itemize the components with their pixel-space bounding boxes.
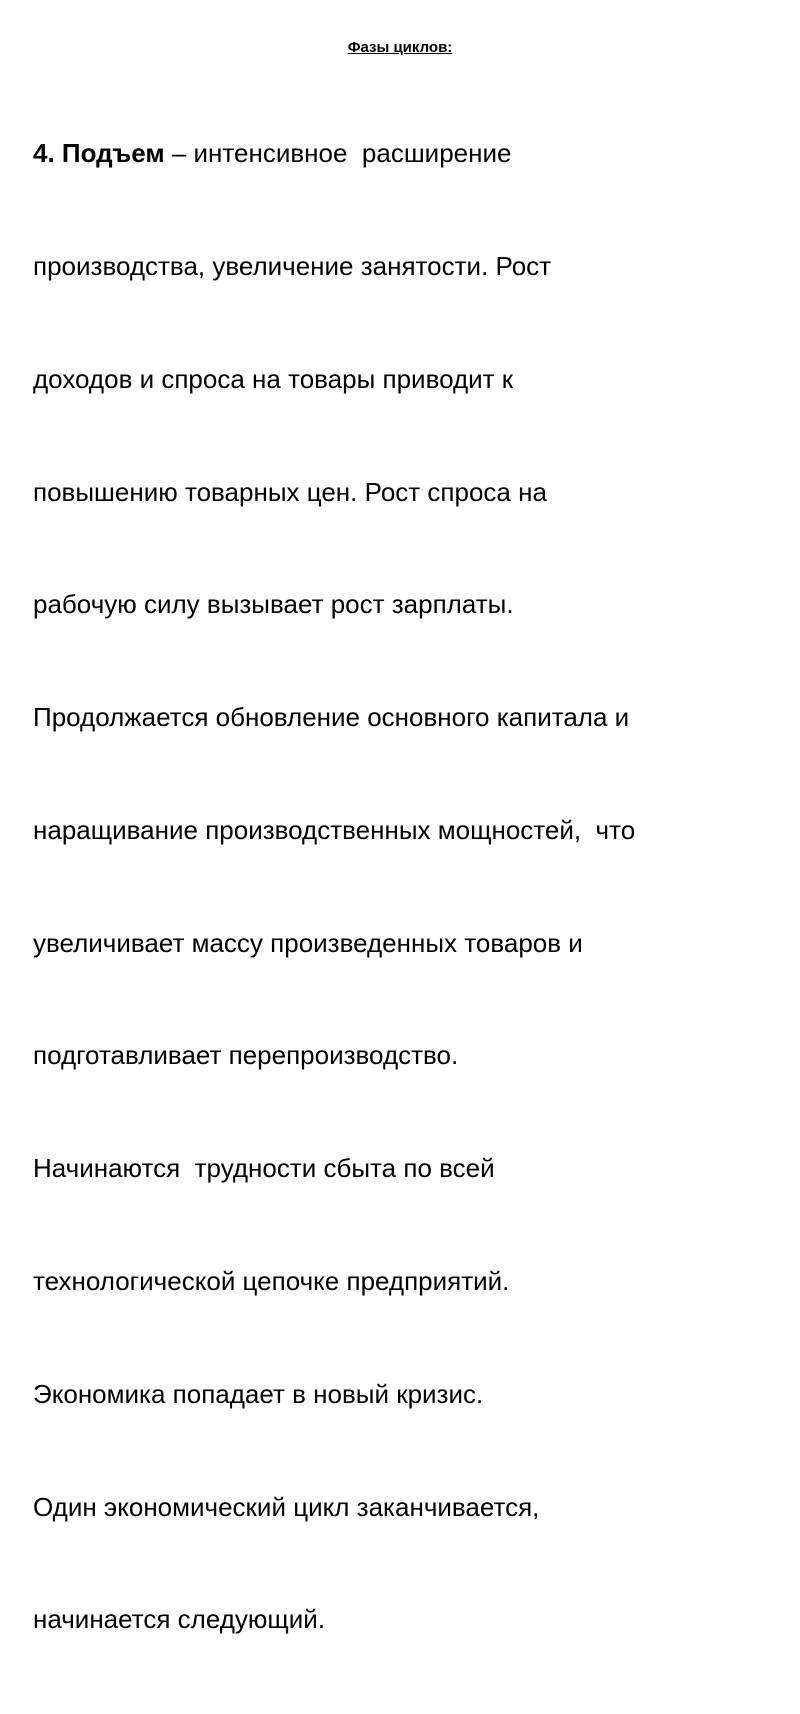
- text-line-3: доходов и спроса на товары приводит к: [33, 363, 514, 394]
- text-line-6: Продолжается обновление основного капитала и: [33, 702, 630, 733]
- text-line-4: повышению товарных цен. Рост спроса на: [33, 476, 547, 507]
- text-line-11: технологической цепочке предприятий.: [33, 1266, 510, 1296]
- phase-heading: 4. Подъем: [33, 138, 165, 169]
- text-line-5: рабочую силу вызывает рост зарплаты.: [33, 589, 514, 620]
- text-line-1-rest: – интенсивное расширение: [164, 138, 512, 169]
- text-line-13: Один экономический цикл заканчивается,: [33, 1491, 540, 1522]
- text-line-10: Начинаются трудности сбыта по всей: [33, 1153, 495, 1184]
- text-line-12: Экономика попадает в новый кризис.: [33, 1378, 484, 1409]
- text-line-7: наращивание производственных мощностей, что: [33, 814, 636, 845]
- text-line-14: начинается следующий.: [33, 1604, 326, 1635]
- slide-body-text: [33, 60, 773, 1714]
- slide-title: Фазы циклов:: [347, 39, 453, 56]
- text-line-1: [33, 135, 773, 173]
- text-line-2: производства, увеличение занятости. Рост: [33, 250, 552, 281]
- text-line-8: увеличивает массу произведенных товаров и: [33, 927, 583, 958]
- text-line-9: подготавливает перепроизводство.: [33, 1040, 459, 1071]
